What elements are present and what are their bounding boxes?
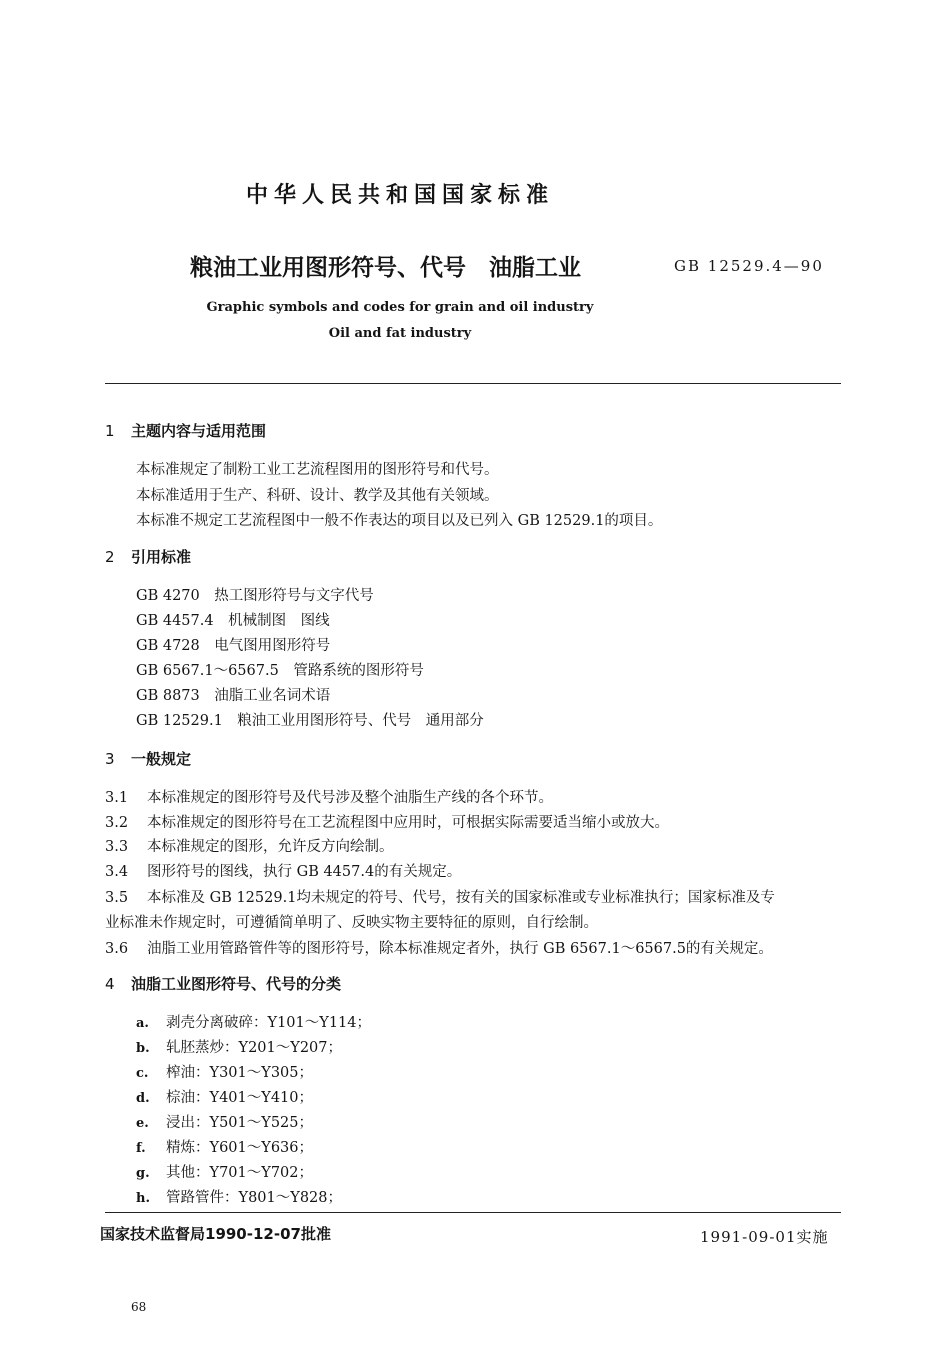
clause-continuation: 业标准未作规定时，可遵循简单明了、反映实物主要特征的原则，自行绘制。 <box>105 915 598 931</box>
list-item <box>136 1086 313 1107</box>
clause-text: 本标准规定的图形，允许反方向绘制。 <box>147 839 394 855</box>
section-number: 3 <box>105 750 115 768</box>
approval-date: 国家技术监督局1990-12-07批准 <box>100 1225 331 1243</box>
clause <box>105 860 461 881</box>
item-letter: g. <box>136 1166 150 1181</box>
standard-code: GB 12529.4—90 <box>674 257 824 275</box>
english-title: Graphic symbols and codes for grain and oil industry <box>206 300 594 315</box>
list-item <box>136 1061 313 1082</box>
reference-item: GB 12529.1 粮油工业用图形符号、代号 通用部分 <box>136 713 484 729</box>
clause-number: 3.5 <box>105 890 129 906</box>
clause <box>105 886 775 907</box>
item-text: 精炼：Y601～Y636； <box>166 1140 313 1156</box>
paragraph: 本标准适用于生产、科研、设计、教学及其他有关领域。 <box>136 488 499 504</box>
section-title: 一般规定 <box>131 750 192 768</box>
reference-item: GB 4728 电气图用图形符号 <box>136 638 331 654</box>
clause-text: 本标准及 GB 12529.1均未规定的符号、代号，按有关的国家标准或专业标准执行；国家标准及专 <box>147 890 775 906</box>
list-item <box>136 1011 371 1032</box>
footer-divider <box>105 1212 841 1213</box>
clause <box>105 786 553 807</box>
paragraph: 本标准不规定工艺流程图中一般不作表达的项目以及已列入 GB 12529.1的项目。 <box>136 513 663 529</box>
section-3-heading <box>105 748 191 769</box>
document-title: 粮油工业用图形符号、代号 油脂工业 <box>190 255 581 281</box>
item-text: 管路管件：Y801～Y828； <box>166 1190 342 1206</box>
clause-text: 油脂工业用管路管件等的图形符号，除本标准规定者外，执行 GB 6567.1～6567.5的有关规定。 <box>147 941 773 957</box>
section-1-heading <box>105 420 266 441</box>
item-letter: d. <box>136 1091 150 1106</box>
section-4-heading <box>105 973 341 994</box>
clause-text: 本标准规定的图形符号在工艺流程图中应用时，可根据实际需要适当缩小或放大。 <box>147 815 669 831</box>
page-number: 68 <box>131 1300 147 1314</box>
section-2-heading <box>105 546 191 567</box>
reference-item: GB 4457.4 机械制图 图线 <box>136 613 330 629</box>
national-standard-heading: 中华人民共和国国家标准 <box>245 183 554 208</box>
section-number: 4 <box>105 975 115 993</box>
list-item <box>136 1111 313 1132</box>
section-number: 2 <box>105 548 115 566</box>
clause-text: 图形符号的图线，执行 GB 4457.4的有关规定。 <box>147 864 462 880</box>
clause-number: 3.4 <box>105 864 129 880</box>
reference-item: GB 8873 油脂工业名词术语 <box>136 688 331 704</box>
section-title: 油脂工业图形符号、代号的分类 <box>131 975 342 993</box>
item-letter: f. <box>136 1141 146 1156</box>
clause <box>105 937 773 958</box>
item-letter: h. <box>136 1191 150 1206</box>
clause <box>105 811 669 832</box>
clause-number: 3.2 <box>105 815 129 831</box>
item-letter: a. <box>136 1016 149 1031</box>
implementation-date: 1991-09-01实施 <box>700 1228 829 1246</box>
item-text: 榨油：Y301～Y305； <box>166 1065 313 1081</box>
item-letter: e. <box>136 1116 149 1131</box>
item-text: 剥壳分离破碎：Y101～Y114； <box>166 1015 371 1031</box>
list-item <box>136 1036 342 1057</box>
item-letter: c. <box>136 1066 149 1081</box>
list-item <box>136 1161 313 1182</box>
item-text: 浸出：Y501～Y525； <box>166 1115 313 1131</box>
header-divider <box>105 383 841 384</box>
paragraph: 本标准规定了制粉工业工艺流程图用的图形符号和代号。 <box>136 462 499 478</box>
clause-number: 3.3 <box>105 839 129 855</box>
section-number: 1 <box>105 422 115 440</box>
reference-item: GB 6567.1～6567.5 管路系统的图形符号 <box>136 663 424 679</box>
clause <box>105 835 394 856</box>
clause-number: 3.6 <box>105 941 129 957</box>
item-text: 轧胚蒸炒：Y201～Y207； <box>166 1040 342 1056</box>
section-title: 主题内容与适用范围 <box>131 422 267 440</box>
item-letter: b. <box>136 1041 150 1056</box>
list-item <box>136 1186 342 1207</box>
section-title: 引用标准 <box>131 548 192 566</box>
english-subtitle: Oil and fat industry <box>328 326 472 341</box>
list-item <box>136 1136 313 1157</box>
clause-number: 3.1 <box>105 790 129 806</box>
clause-text: 本标准规定的图形符号及代号涉及整个油脂生产线的各个环节。 <box>147 790 553 806</box>
item-text: 棕油：Y401～Y410； <box>166 1090 313 1106</box>
item-text: 其他：Y701～Y702； <box>166 1165 313 1181</box>
reference-item: GB 4270 热工图形符号与文字代号 <box>136 588 374 604</box>
